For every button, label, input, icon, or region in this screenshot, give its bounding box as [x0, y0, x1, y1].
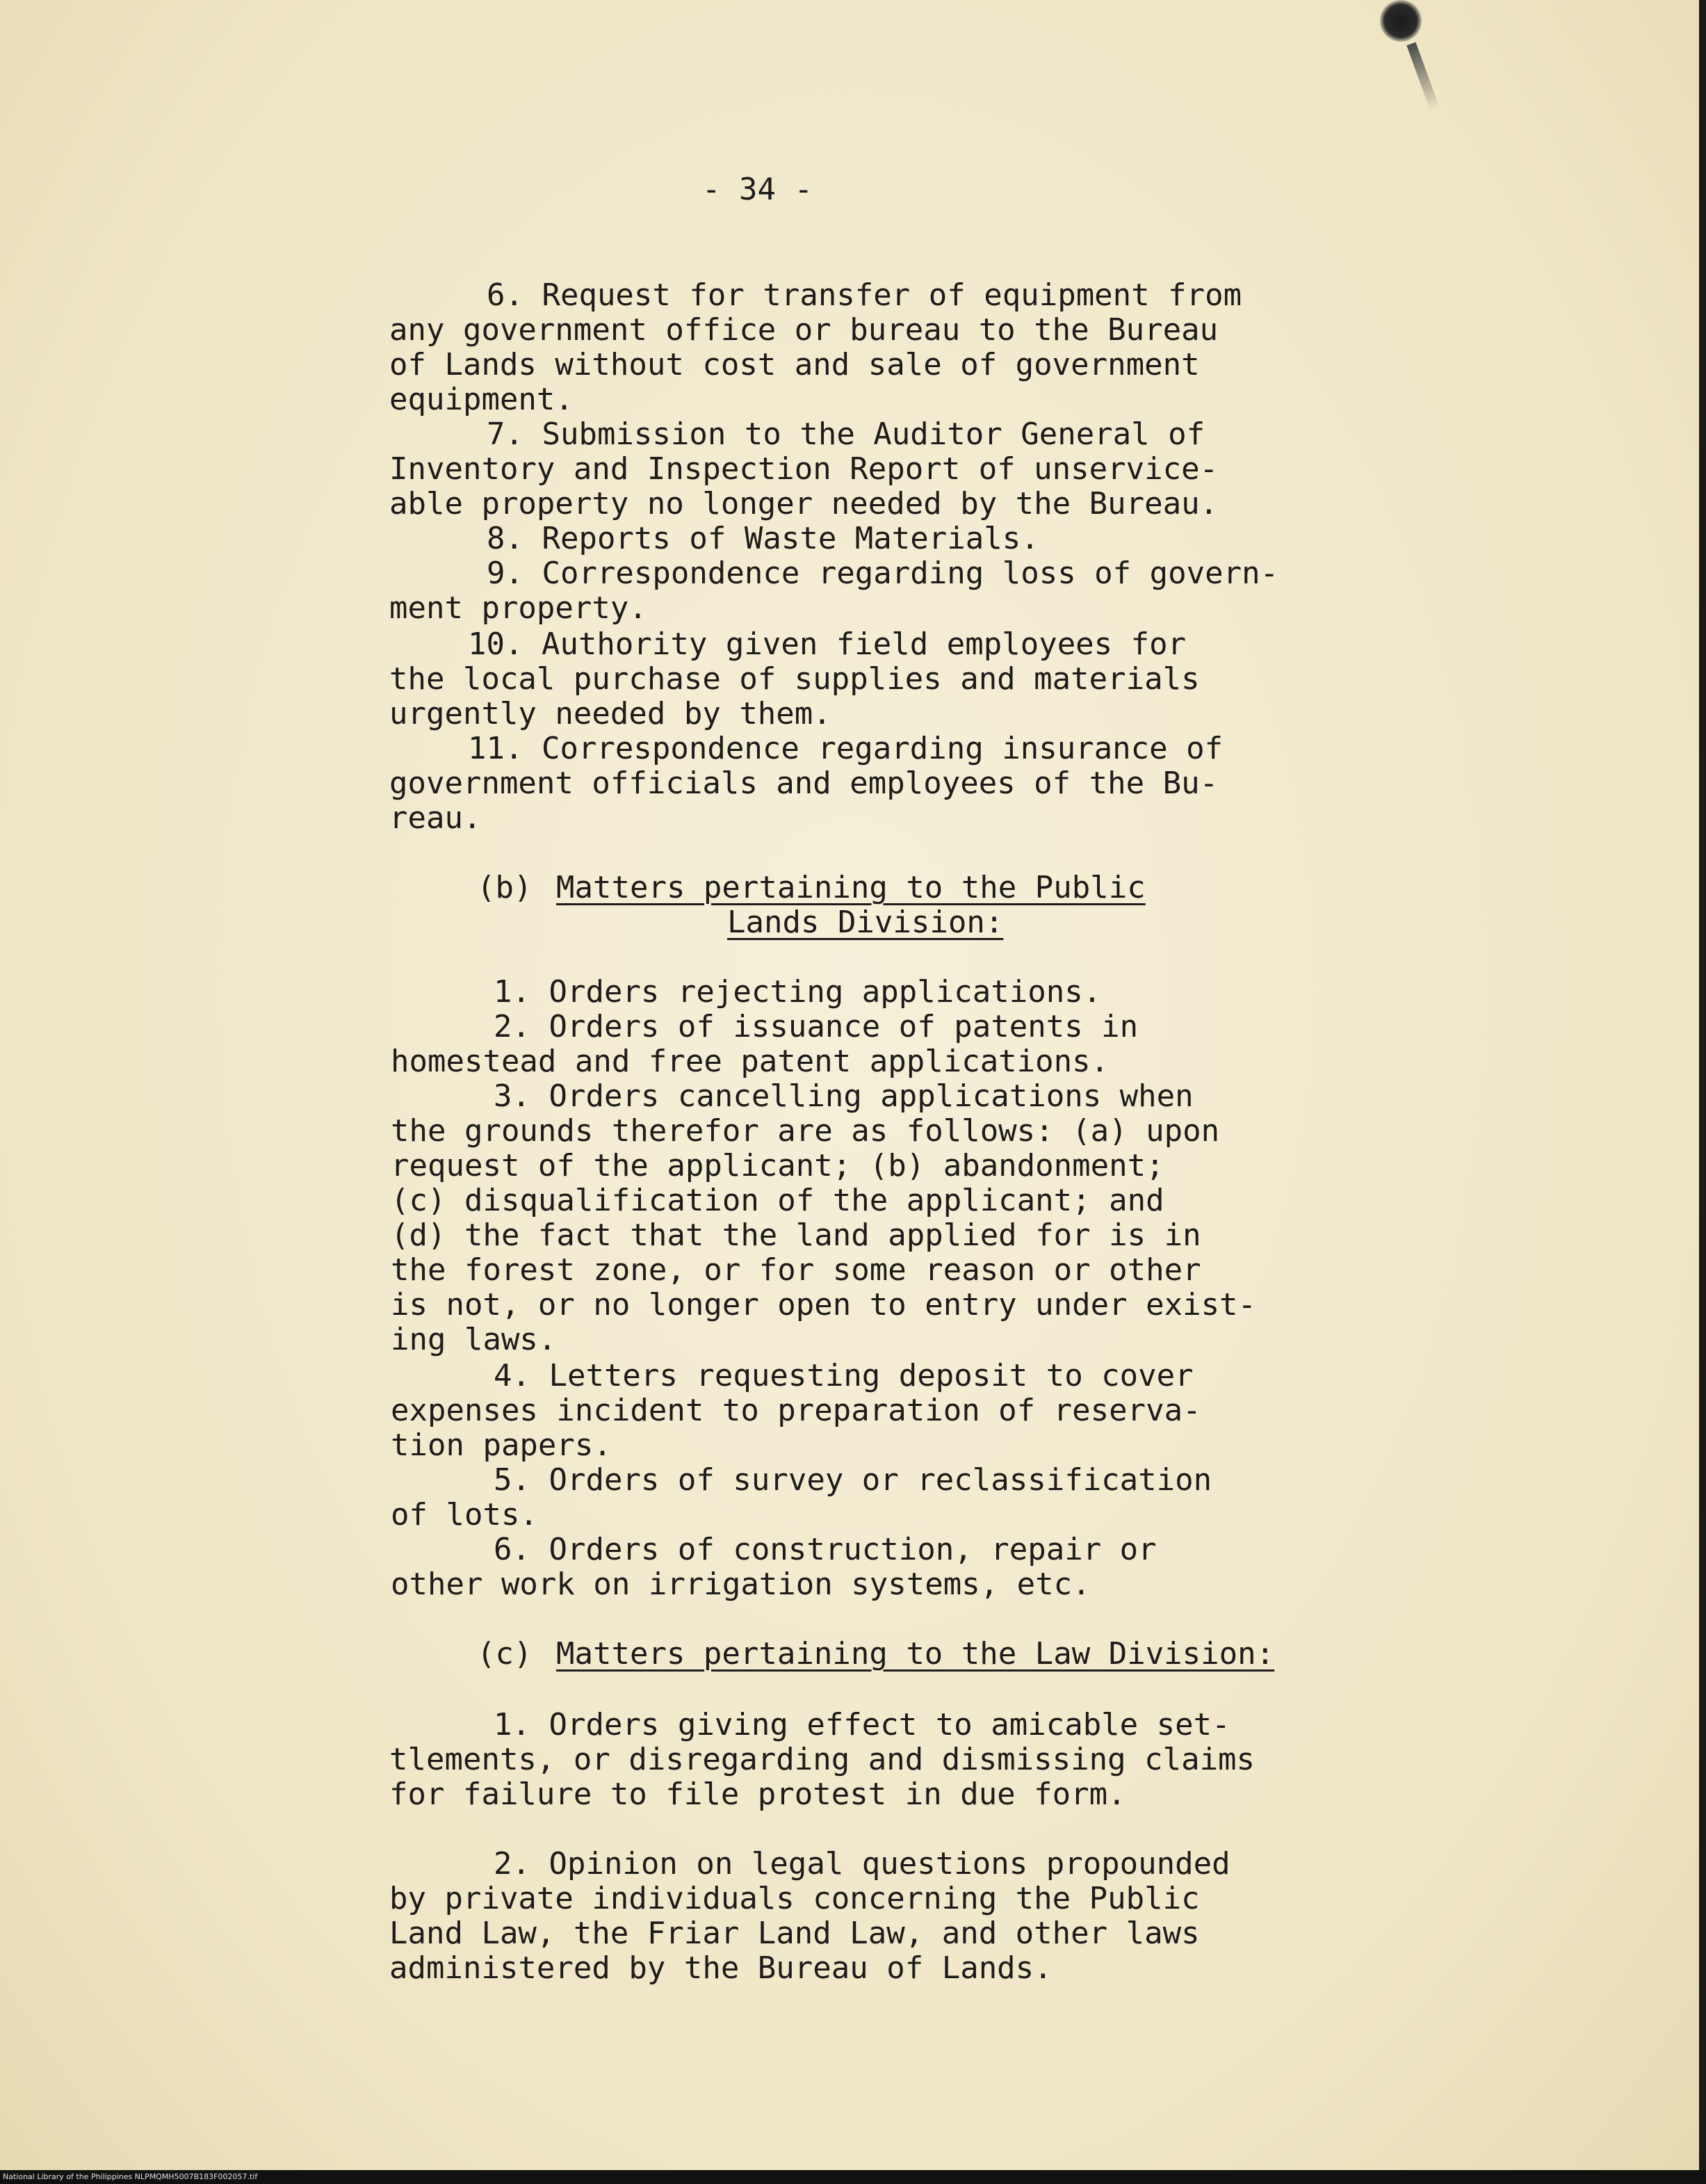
item-a6-line1: 6. Request for transfer of equipment from	[487, 277, 1242, 313]
item-b3-line1: 3. Orders cancelling applications when	[494, 1078, 1194, 1114]
item-c1-line2: tlements, or disregarding and dismissing claims	[389, 1742, 1256, 1777]
item-a11-line3: reau.	[389, 800, 482, 836]
item-b2-line2: homestead and free patent applications.	[391, 1044, 1110, 1079]
item-b5-line2: of lots.	[391, 1497, 538, 1532]
item-a7-line3: able property no longer needed by the Bureau.	[389, 486, 1219, 521]
item-b3-line3: request of the applicant; (b) abandonment;	[391, 1148, 1164, 1183]
item-a9-line1: 9. Correspondence regarding loss of govern-	[487, 556, 1279, 591]
item-c1-line1: 1. Orders giving effect to amicable set-	[494, 1707, 1230, 1742]
item-b3-line6: the forest zone, or for some reason or other	[391, 1252, 1201, 1288]
item-b3-line4: (c) disqualification of the applicant; and	[391, 1183, 1164, 1218]
section-c-label: (c)	[477, 1636, 533, 1672]
item-b4-line2: expenses incident to preparation of reserva-	[391, 1393, 1201, 1428]
item-a11-line1: 11. Correspondence regarding insurance of	[468, 731, 1224, 766]
section-b-heading-line1: Matters pertaining to the Public	[556, 870, 1146, 905]
item-b3-line2: the grounds therefor are as follows: (a) upon	[391, 1113, 1220, 1149]
item-b3-line5: (d) the fact that the land applied for is in	[391, 1218, 1201, 1253]
scan-footer-label: National Library of the Philippines NLPMQMH5007B183F002057.tif	[3, 2172, 258, 2181]
item-a10-line2: the local purchase of supplies and materials	[389, 661, 1200, 697]
scan-edge	[1699, 0, 1706, 2184]
item-a10-line1: 10. Authority given field employees for	[468, 626, 1187, 662]
item-a6-line3: of Lands without cost and sale of government	[389, 347, 1200, 382]
item-a6-line4: equipment.	[389, 382, 574, 417]
item-b2-line1: 2. Orders of issuance of patents in	[494, 1009, 1139, 1044]
scan-footer-strip	[0, 2170, 1706, 2184]
section-b-label: (b)	[477, 870, 533, 905]
item-b6-line2: other work on irrigation systems, etc.	[391, 1567, 1091, 1602]
item-c1-line3: for failure to file protest in due form.	[389, 1777, 1126, 1812]
item-b3-line8: ing laws.	[391, 1322, 557, 1357]
item-a7-line2: Inventory and Inspection Report of unservice-	[389, 451, 1219, 487]
section-b-heading-line2: Lands Division:	[727, 905, 1004, 940]
section-c-heading: Matters pertaining to the Law Division:	[556, 1636, 1275, 1672]
item-c2-line3: Land Law, the Friar Land Law, and other laws	[389, 1916, 1200, 1951]
item-a10-line3: urgently needed by them.	[389, 696, 831, 731]
item-a6-line2: any government office or bureau to the Bureau	[389, 312, 1219, 348]
page-number: - 34 -	[702, 172, 813, 207]
ink-blot-mark	[1380, 0, 1422, 42]
item-a8-line1: 8. Reports of Waste Materials.	[487, 521, 1039, 556]
item-b4-line3: tion papers.	[391, 1427, 612, 1463]
item-a7-line1: 7. Submission to the Auditor General of	[487, 416, 1205, 452]
item-c2-line4: administered by the Bureau of Lands.	[389, 1950, 1053, 1986]
item-b5-line1: 5. Orders of survey or reclassification	[494, 1462, 1212, 1498]
item-b3-line7: is not, or no longer open to entry under exist-	[391, 1287, 1257, 1322]
item-a9-line2: ment property.	[389, 590, 647, 626]
item-b4-line1: 4. Letters requesting deposit to cover	[494, 1358, 1194, 1393]
item-a11-line2: government officials and employees of the Bu-	[389, 766, 1219, 801]
item-c2-line2: by private individuals concerning the Public	[389, 1881, 1200, 1916]
item-b1-line1: 1. Orders rejecting applications.	[494, 974, 1102, 1010]
item-c2-line1: 2. Opinion on legal questions propounded	[494, 1846, 1230, 1882]
item-b6-line1: 6. Orders of construction, repair or	[494, 1532, 1157, 1567]
